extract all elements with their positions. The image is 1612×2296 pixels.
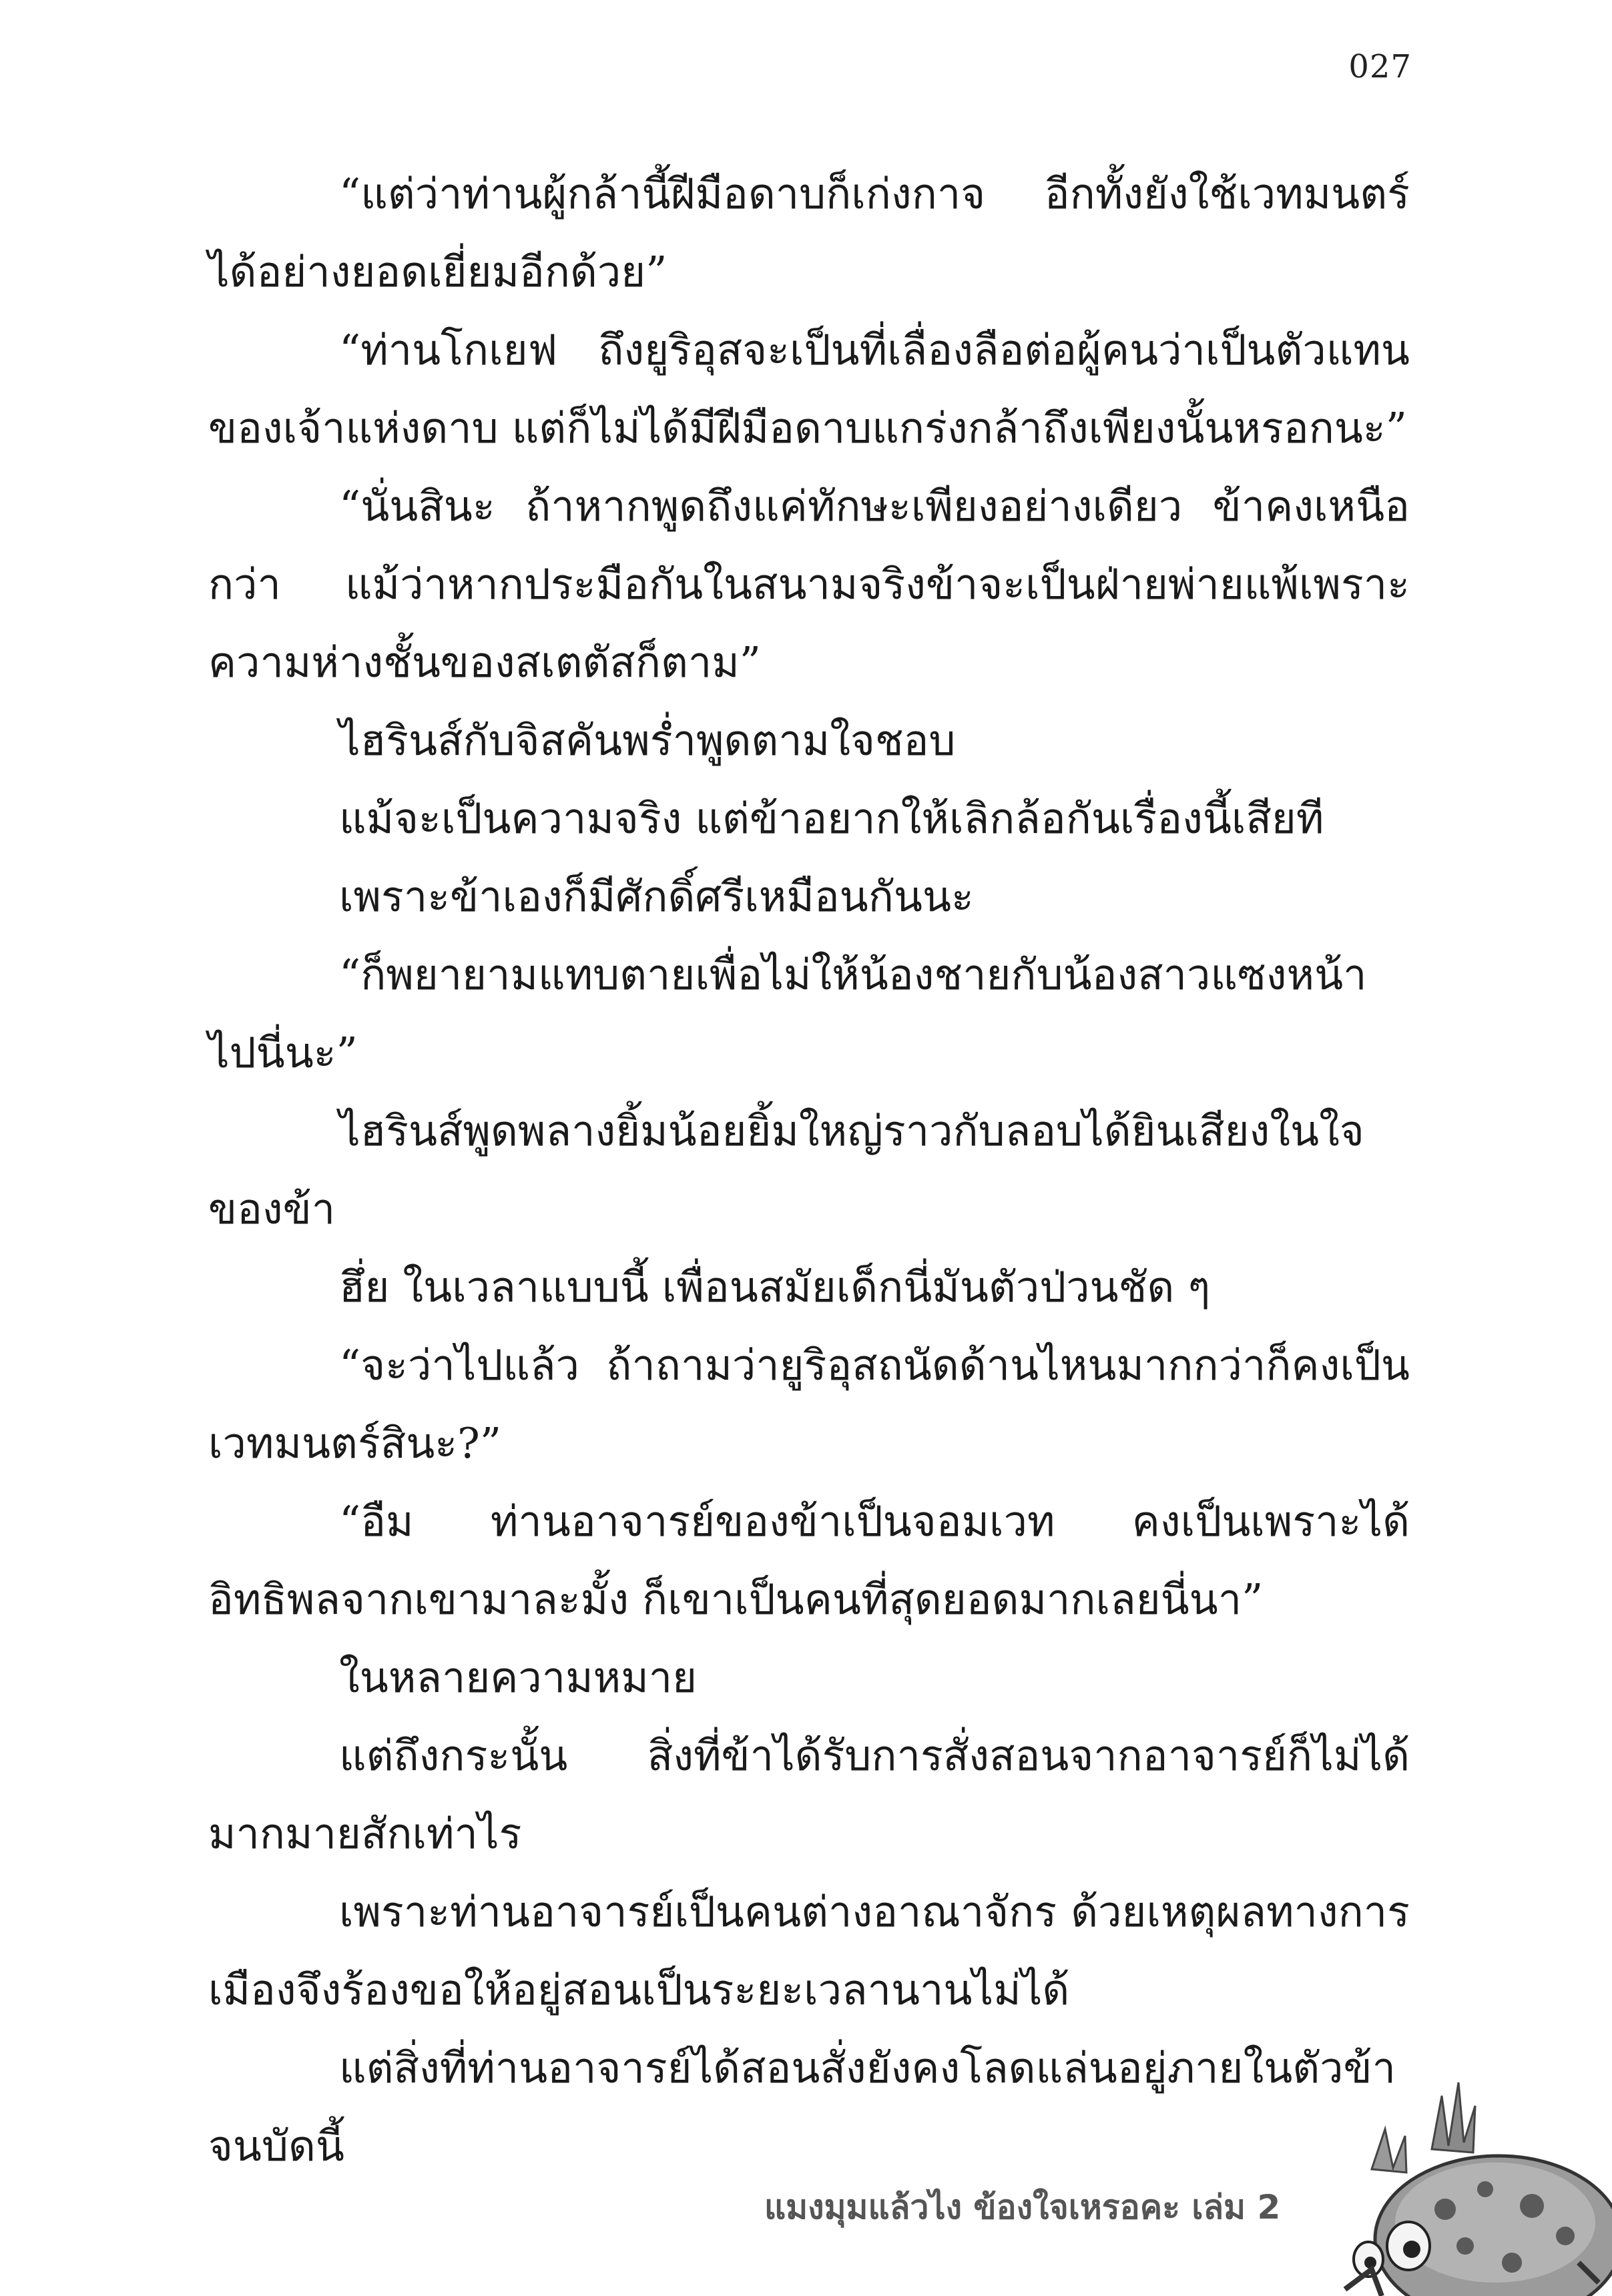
paragraph: เพราะข้าเองก็มีศักดิ์ศรีเหมือนกันนะ xyxy=(339,872,974,921)
paragraph: “ก็พยายามแทบตายเพื่อไม่ให้น้องชายกับน้องสาวแซงหน้าไปนี่นะ” xyxy=(208,950,1367,1077)
body-text xyxy=(208,155,1410,2185)
page-number: 027 xyxy=(1348,48,1412,85)
paragraph: “อืม ท่านอาจารย์ของข้าเป็นจอมเวท คงเป็นเพราะได้อิทธิพลจากเขามาละมั้ง ก็เขาเป็นคนที่สุดยอดมากเลยนี่นา” xyxy=(208,1497,1410,1624)
paragraph: “แต่ว่าท่านผู้กล้านี้ฝีมือดาบก็เก่งกาจ อีกทั้งยังใช้เวทมนตร์ได้อย่างยอดเยี่ยมอีกด้วย” xyxy=(208,170,1410,296)
running-footer-title: แมงมุมแล้วไง ข้องใจเหรอคะ เล่ม 2 xyxy=(764,2188,1281,2227)
paragraph: เพราะท่านอาจารย์เป็นคนต่างอาณาจักร ด้วยเหตุผลทางการเมืองจึงร้องขอให้อยู่สอนเป็นระยะเวลานานไม่ได้ xyxy=(208,1888,1410,2014)
paragraph: ในหลายความหมาย xyxy=(339,1653,698,1702)
paragraph: แต่ถึงกระนั้น สิ่งที่ข้าได้รับการสั่งสอนจากอาจารย์ก็ไม่ได้มากมายสักเท่าไร xyxy=(208,1731,1410,1858)
paragraph: ไฮรินส์พูดพลางยิ้มน้อยยิ้มใหญ่ราวกับลอบได้ยินเสียงในใจของข้า xyxy=(208,1107,1364,1233)
spider-monster-icon xyxy=(1332,2069,1612,2296)
paragraph: “ท่านโกเยฟ ถึงยูริอุสจะเป็นที่เลื่องลือต่อผู้คนว่าเป็นตัวแทนของเจ้าแห่งดาบ แต่ก็ไม่ได้มีฝีมือดาบแกร่งกล้าถึงเพียงนั้นหรอกนะ” xyxy=(208,326,1410,453)
paragraph: ไฮรินส์กับจิสคันพร่ำพูดตามใจชอบ xyxy=(339,716,956,765)
paragraph: ฮึ่ย ในเวลาแบบนี้ เพื่อนสมัยเด็กนี่มันตัวป่วนชัด ๆ xyxy=(339,1263,1211,1312)
paragraph: แม้จะเป็นความจริง แต่ข้าอยากให้เลิกล้อกันเรื่องนี้เสียที xyxy=(339,794,1324,843)
paragraph: “นั่นสินะ ถ้าหากพูดถึงแค่ทักษะเพียงอย่างเดียว ข้าคงเหนือกว่า แม้ว่าหากประมือกันในสนามจริงข้าจะเป็นฝ่ายพ่ายแพ้เพราะความห่างชั้นของสเตตัสก็ตาม” xyxy=(208,482,1410,687)
paragraph: แต่สิ่งที่ท่านอาจารย์ได้สอนสั่งยังคงโลดแล่นอยู่ภายในตัวข้าจนบัดนี้ xyxy=(208,2044,1396,2171)
paragraph: “จะว่าไปแล้ว ถ้าถามว่ายูริอุสถนัดด้านไหนมากกว่าก็คงเป็นเวทมนตร์สินะ?” xyxy=(208,1341,1410,1468)
